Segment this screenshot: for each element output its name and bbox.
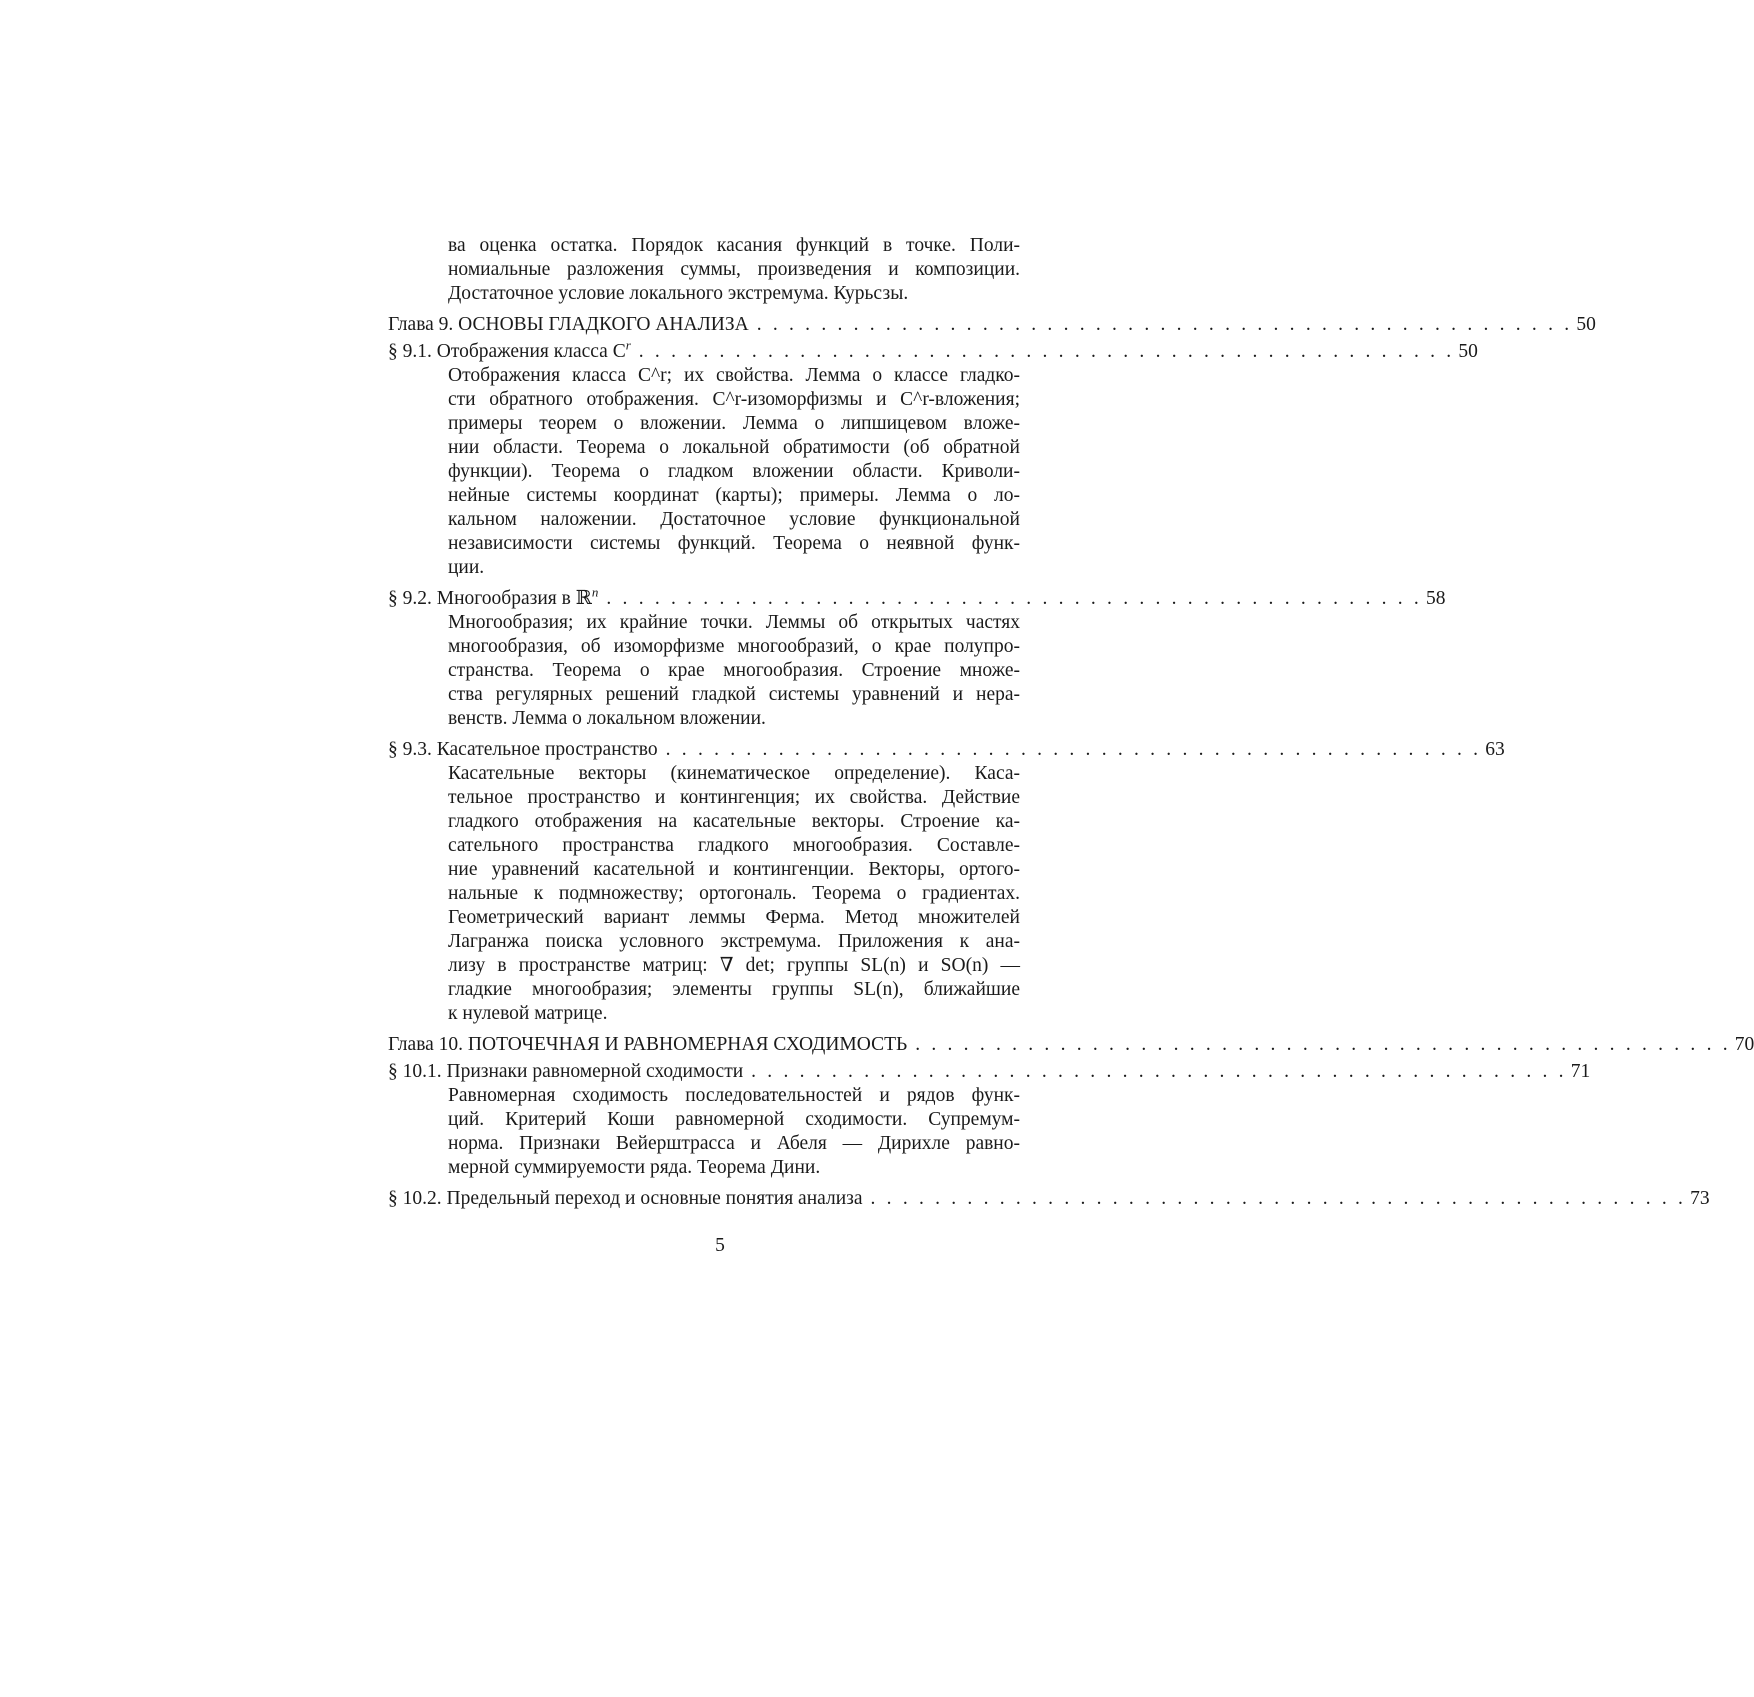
section-description-line: Касательные векторы (кинематическое определение). Каса- [448, 763, 1020, 784]
section-description-line: норма. Признаки Вейерштрасса и Абеля — Дирихле равно- [448, 1133, 1020, 1154]
section-description-line: тельное пространство и контингенция; их свойства. Действие [448, 787, 1020, 808]
section-description-line: ние уравнений касательной и контингенции. Векторы, ортого- [448, 859, 1020, 880]
section-description-line: Геометрический вариант леммы Ферма. Метод множителей [448, 907, 1020, 928]
dot-leader: . . . . . . . . . . . . . . . . . . . . . . . . . . . . . . . . . . . . . . . . . . . . . . . . . . . [915, 1034, 1731, 1055]
section-description-line: странства. Теорема о крае многообразия. Строение множе- [448, 660, 1020, 681]
chapter-title: Глава 10. ПОТОЧЕЧНАЯ И РАВНОМЕРНАЯ СХОДИМОСТЬ [388, 1034, 908, 1055]
section-description-line: мерной суммируемости ряда. Теорема Дини. [448, 1157, 821, 1178]
section-description-line: примеры теорем о вложении. Лемма о липшицевом вложе- [448, 413, 1020, 434]
section-description-line: Лагранжа поиска условного экстремума. Приложения к ана- [448, 931, 1020, 952]
toc-description-line: номиальные разложения суммы, произведения и композиции. [448, 259, 1020, 280]
toc-chapter-10[interactable] [388, 1033, 1754, 1057]
dot-leader: . . . . . . . . . . . . . . . . . . . . . . . . . . . . . . . . . . . . . . . . . . . . . . . . . . . [638, 341, 1455, 362]
toc-chapter-9[interactable] [388, 313, 1596, 337]
toc-section-9-1[interactable] [388, 337, 1478, 364]
section-title-text: § 9.2. Многообразия в ℝ [388, 588, 592, 609]
section-description-line: сательного пространства гладкого многообразия. Составле- [448, 835, 1020, 856]
toc-description-line: ва оценка остатка. Порядок касания функций в точке. Поли- [448, 235, 1020, 256]
section-description-line: независимости системы функций. Теорема о неявной функ- [448, 533, 1020, 554]
page-ref: 70 [1734, 1034, 1754, 1055]
page-ref: 63 [1485, 739, 1505, 760]
section-title-text: § 9.1. Отображения класса C [388, 341, 626, 362]
page-ref: 50 [1576, 314, 1596, 335]
section-title: § 9.3. Касательное пространство [388, 739, 658, 760]
section-description-line: Отображения класса C^r; их свойства. Лемма о классе гладко- [448, 365, 1020, 386]
superscript: r [625, 337, 631, 353]
section-description-line: сти обратного отображения. C^r-изоморфизмы и C^r-вложения; [448, 389, 1020, 410]
page-ref: 58 [1425, 588, 1446, 609]
section-description-line: ций. Критерий Коши равномерной сходимости. Супремум- [448, 1109, 1020, 1130]
section-description-line: ства регулярных решений гладкой системы уравнений и нера- [448, 684, 1020, 705]
dot-leader: . . . . . . . . . . . . . . . . . . . . . . . . . . . . . . . . . . . . . . . . . . . . . . . . . . . [606, 588, 1422, 609]
section-description-line: Равномерная сходимость последовательностей и рядов функ- [448, 1085, 1020, 1106]
section-description-line: функции). Теорема о гладком вложении области. Криволи- [448, 461, 1020, 482]
page-ref: 73 [1690, 1188, 1710, 1209]
dot-leader: . . . . . . . . . . . . . . . . . . . . . . . . . . . . . . . . . . . . . . . . . . . . . . . . . . . [870, 1188, 1687, 1209]
toc-section-10-1[interactable] [388, 1060, 1591, 1084]
section-description-line: нейные системы координат (карты); примеры. Лемма о ло- [448, 485, 1020, 506]
page-ref: 50 [1458, 341, 1478, 362]
toc-section-10-2[interactable] [388, 1187, 1710, 1211]
toc-description-line: Достаточное условие локального экстремума. Курьсзы. [448, 283, 909, 304]
page-number: 5 [715, 1235, 725, 1256]
section-description-line: венств. Лемма о локальном вложении. [448, 708, 766, 729]
section-title [388, 337, 631, 364]
section-description-line: нальные к подмножеству; ортогональ. Теорема о градиентах. [448, 883, 1020, 904]
dot-leader: . . . . . . . . . . . . . . . . . . . . . . . . . . . . . . . . . . . . . . . . . . . . . . . . . . . [751, 1061, 1567, 1082]
toc-section-9-2[interactable] [388, 584, 1446, 611]
section-description-line: ции. [448, 557, 485, 578]
section-description-line: к нулевой матрице. [448, 1003, 608, 1024]
superscript: n [591, 584, 599, 600]
section-description-line: нии области. Теорема о локальной обратимости (об обратной [448, 437, 1020, 458]
section-description-line: лизу в пространстве матриц: ∇ det; группы SL(n) и SO(n) — [448, 955, 1020, 976]
toc-section-9-3[interactable] [388, 738, 1505, 762]
section-title [388, 584, 599, 611]
dot-leader: . . . . . . . . . . . . . . . . . . . . . . . . . . . . . . . . . . . . . . . . . . . . . . . . . . . [665, 739, 1482, 760]
section-description-line: Многообразия; их крайние точки. Леммы об открытых частях [448, 612, 1020, 633]
section-description-line: гладкого отображения на касательные векторы. Строение ка- [448, 811, 1020, 832]
chapter-title: Глава 9. ОСНОВЫ ГЛАДКОГО АНАЛИЗА [388, 314, 749, 335]
dot-leader: . . . . . . . . . . . . . . . . . . . . . . . . . . . . . . . . . . . . . . . . . . . . . . . . . . . [756, 314, 1573, 335]
section-title: § 10.2. Предельный переход и основные понятия анализа [388, 1188, 863, 1209]
page-ref: 71 [1570, 1061, 1591, 1082]
section-description-line: многообразия, об изоморфизме многообразий, о крае полупро- [448, 636, 1020, 657]
section-description-line: кальном наложении. Достаточное условие функциональной [448, 509, 1020, 530]
section-title: § 10.1. Признаки равномерной сходимости [388, 1061, 744, 1082]
section-description-line: гладкие многообразия; элементы группы SL(n), ближайшие [448, 979, 1020, 1000]
